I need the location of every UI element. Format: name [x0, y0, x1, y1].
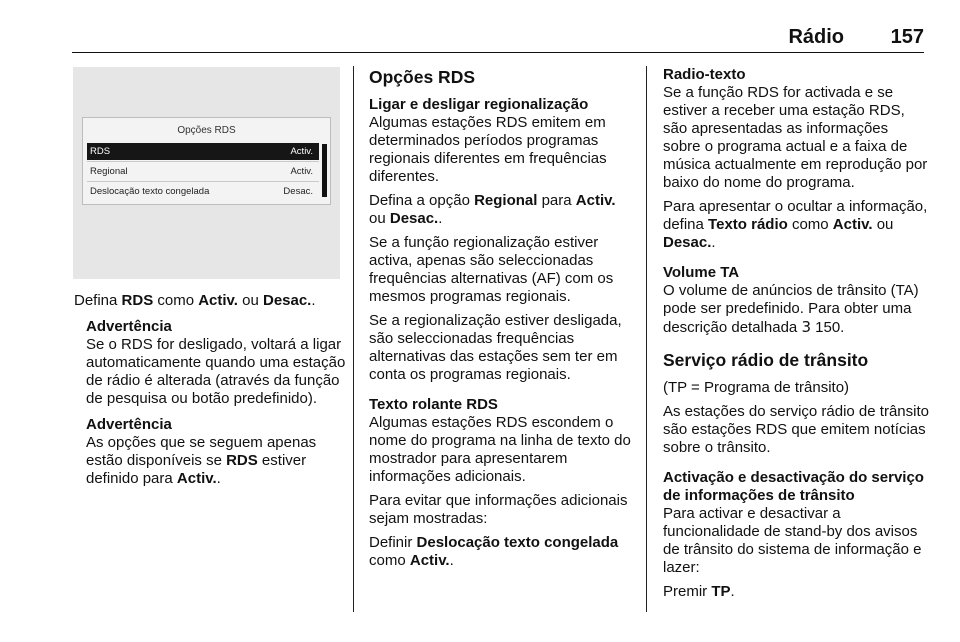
section-title: Opções RDS	[369, 67, 475, 87]
page-number: 157	[890, 26, 924, 48]
subsection-heading: Activação e desactivação do serviço de informações de trânsito	[663, 469, 924, 504]
column-1	[74, 292, 346, 488]
paragraph: Defina a opção Regional para Activ. ou Desac..	[369, 192, 616, 227]
paragraph: Definir Deslocação texto congelada como Activ..	[369, 534, 619, 569]
menu-row-value: Desac.	[283, 186, 313, 197]
note-body: As opções que se seguem apenas estão disponíveis se RDS estiver definido para Activ..	[86, 434, 317, 487]
paragraph: Para evitar que informações adicionais sejam mostradas:	[369, 492, 628, 527]
note-2	[74, 416, 346, 488]
menu-row-rds[interactable]	[87, 143, 319, 160]
paragraph: Para apresentar o ocultar a informação, defina Texto rádio como Activ. ou Desac..	[663, 198, 928, 251]
note-body: Se o RDS for desligado, voltará a ligar automaticamente quando uma estação de rádio é alterada (através da função de pesquisa ou botão predefinido).	[86, 336, 346, 407]
paragraph: (TP = Programa de trânsito)	[663, 379, 850, 396]
subsection-heading: Ligar e desligar regionalização	[369, 96, 589, 113]
rds-options-screen-figure	[73, 67, 340, 279]
paragraph: Se a função RDS for activada e se estiver a receber uma estação RDS, são apresentadas as informações sobre o programa actual e a faixa de música actualmente em reprodução por baixo do nome do programa.	[663, 84, 928, 191]
menu-row-scroll-text[interactable]	[87, 183, 319, 200]
note-1	[74, 318, 346, 408]
page-reference-icon: 3	[801, 318, 811, 336]
subsection-heading: Texto rolante RDS	[369, 396, 498, 413]
paragraph: Algumas estações RDS emitem em determinados períodos programas regionais diferentes em frequências diferentes.	[369, 114, 607, 185]
display-screen	[82, 117, 331, 205]
paragraph: Premir TP.	[663, 583, 735, 600]
menu-row-label: Deslocação texto congelada	[90, 186, 210, 197]
page-reference[interactable]: 150.	[810, 319, 845, 336]
figure-caption: Defina RDS como Activ. ou Desac..	[74, 292, 316, 309]
menu-row-label: RDS	[90, 146, 111, 157]
column-2	[369, 66, 635, 570]
paragraph: O volume de anúncios de trânsito (TA) pode ser predefinido. Para obter uma descrição detalhada 3 150.	[663, 282, 919, 336]
menu-row-label: Regional	[90, 166, 128, 177]
page-title: Rádio	[788, 26, 844, 48]
column-divider	[353, 66, 354, 612]
subsection-heading: Radio-texto	[663, 66, 746, 83]
row-divider	[87, 181, 319, 182]
page-header	[72, 26, 924, 53]
paragraph: As estações do serviço rádio de trânsito são estações RDS que emitem notícias sobre o trânsito.	[663, 403, 929, 456]
menu-row-value: Activ.	[290, 146, 313, 157]
menu-row-value: Activ.	[290, 166, 313, 177]
note-heading: Advertência	[86, 416, 172, 433]
scrollbar[interactable]	[322, 144, 327, 197]
paragraph: Se a função regionalização estiver activa, apenas são seleccionadas frequências alternativas (AF) com os mesmos programas regionais.	[369, 234, 614, 305]
paragraph: Para activar e desactivar a funcionalidade de stand-by dos avisos de trânsito do sistema de informação e lazer:	[663, 505, 922, 576]
column-divider	[646, 66, 647, 612]
menu-row-regional[interactable]	[87, 163, 319, 180]
column-3	[663, 66, 929, 601]
subsection-heading: Volume TA	[663, 264, 740, 281]
screen-title: Opções RDS	[177, 125, 236, 136]
paragraph: Se a regionalização estiver desligada, são seleccionadas frequências alternativas das estações sem ter em conta os programas regionais.	[369, 312, 622, 383]
note-heading: Advertência	[86, 318, 172, 335]
row-divider	[87, 161, 319, 162]
section-title: Serviço rádio de trânsito	[663, 350, 869, 370]
paragraph: Algumas estações RDS escondem o nome do programa na linha de texto do mostrador para apresentarem informações adicionais.	[369, 414, 631, 485]
